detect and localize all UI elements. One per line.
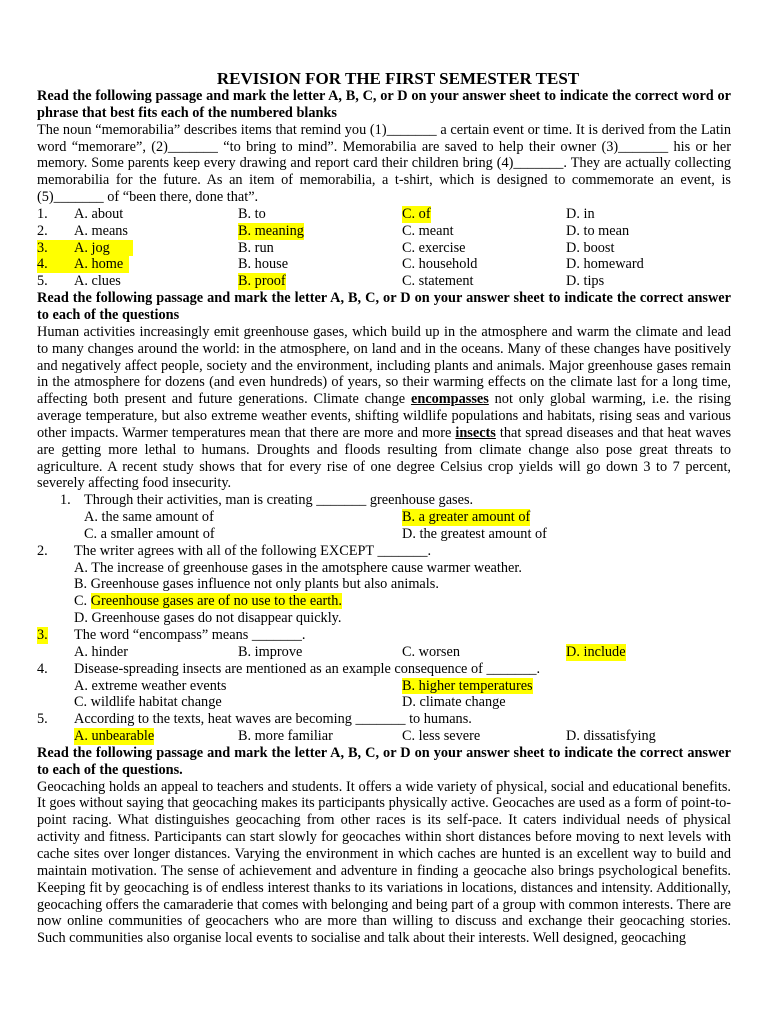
question-stem: 4. Disease-spreading insects are mentioned as an example consequence of _______. — [37, 660, 541, 677]
option-b: B. Greenhouse gases influence not only plants but also animals. — [74, 576, 439, 593]
option-c: C. a smaller amount of — [84, 525, 215, 542]
options-row — [37, 593, 731, 610]
option-b: B. improve — [238, 643, 303, 660]
question-number: 3. A. jog — [37, 240, 133, 257]
options-row — [37, 509, 731, 526]
question-stem: 2. The writer agrees with all of the following EXCEPT _______. — [37, 542, 432, 559]
option-c: C. wildlife habitat change — [74, 694, 222, 711]
option-c: C. exercise — [402, 239, 466, 256]
question-stem: 1. Through their activities, man is creating _______ greenhouse gases. — [60, 492, 474, 509]
question-row — [37, 206, 731, 223]
option-b: B. higher temperatures — [402, 677, 533, 694]
option-c: C. of — [402, 205, 431, 222]
question-number: 4. A. home — [37, 256, 129, 273]
option-c: C. worsen — [402, 643, 460, 660]
option-d: D. dissatisfying — [566, 728, 656, 745]
option-d: D. boost — [566, 239, 615, 256]
option-d: D. the greatest amount of — [402, 525, 547, 542]
page-title: REVISION FOR THE FIRST SEMESTER TEST — [216, 69, 580, 88]
section3-instruction: Read the following passage and mark the letter A, B, C, or D on your answer sheet to indicate the correct answer to each of the questions. — [37, 744, 731, 778]
option-c: C. meant — [402, 222, 454, 239]
option-b: B. a greater amount of — [402, 509, 531, 526]
option-d: D. Greenhouse gases do not disappear quickly. — [74, 610, 342, 627]
option-a: A. clues — [74, 273, 121, 290]
option-d: D. to mean — [566, 222, 630, 239]
option-d: D. climate change — [402, 694, 506, 711]
option-d: D. tips — [566, 273, 605, 290]
option-d: D. homeward — [566, 256, 644, 273]
question-row — [37, 256, 731, 273]
section2-instruction: Read the following passage and mark the letter A, B, C, or D on your answer sheet to indicate the correct answer to each of the questions — [37, 290, 731, 323]
option-a: A. The increase of greenhouse gases in the amotsphere cause warmer weather. — [74, 559, 522, 576]
options-row — [37, 644, 731, 661]
options-row — [37, 560, 731, 577]
section1-passage: The noun “memorabilia” describes items that remind you (1)_______ a certain event or time. It is derived from the Latin word “memorare”, (2)_______ “to bring to mind”. Memorabilia are saved to help their owner (3)_______ his or her memory. Some parents keep every drawing and report card their children bring (4)_______. They are actually collecting memorabilia for the future. As an item of memorabilia, a t-shirt, which is designed to commemorate an event, is (5)_______ of “been there, done that”. — [37, 121, 731, 206]
option-a: A. about — [74, 205, 124, 222]
option-b: B. run — [238, 239, 274, 256]
option-a: A. the same amount of — [84, 509, 214, 526]
option-c: C. Greenhouse gases are of no use to the earth. — [74, 593, 342, 610]
options-row — [37, 576, 731, 593]
document-page — [37, 69, 731, 947]
option-a: A. hinder — [74, 643, 128, 660]
options-row — [37, 678, 731, 695]
option-b: B. meaning — [238, 222, 304, 239]
section2-passage: Human activities increasingly emit greenhouse gases, which build up in the atmosphere and warm the climate and lead to many changes around the world: in the atmosphere, on land and in the oceans. Many of these changes have positively and negatively affect people, society and the environment, including plants and animals. Major greenhouse gases remain in the atmosphere for dozens (and even hundreds) of years, so their warming effects on the climate last for a long time, affecting both present and future generations. Climate change encompasses not only global warming, i.e. the rising average temperature, but also extreme weather events, shifting wildlife populations and habitats, rising seas and various other impacts. Warmer temperatures mean that there are more and more insects that spread diseases and that heat waves are getting more lethal to humans. Droughts and floods resulting from climate change also pose great threats to agriculture. A recent study shows that for every rise of one degree Celsius crop yields will go down 3 to 7 percent, severely affecting food insecurity. — [37, 323, 732, 492]
question-number: 5. — [37, 273, 48, 290]
options-row — [37, 526, 731, 543]
option-c: C. household — [402, 256, 478, 273]
keyword-insects: insects — [455, 424, 496, 441]
question-stem: 5. According to the texts, heat waves are becoming _______ to humans. — [37, 711, 472, 728]
option-b: B. proof — [238, 273, 286, 290]
section1-instruction: Read the following passage and mark the letter A, B, C, or D on your answer sheet to indicate the correct word or phrase that best fits each of the numbered blanks — [37, 88, 731, 121]
question-row — [37, 273, 731, 290]
option-c: C. statement — [402, 273, 474, 290]
section3-passage: Geocaching holds an appeal to teachers and students. It offers a wide variety of physical, social and educational benefits. It goes without saying that geocaching makes its participants physically active. Geocaches are used as a form of point-to-point racing. What distinguishes geocaching from other races is its self-pace. It caters individual needs of physical activity and fitness. Participants can start slowly for geocaches within short distances before moving to next levels with cache sites over longer distances. Varying the environment in which caches are hunted is an excellent way to build and maintain motivation. The sense of achievement and adventure in finding a geocache also brings psychological benefits. Keeping fit by geocaching is of endless interest thanks to its variations in locations, distances and intensity. Additionally, geocaching offers the camaraderie that comes with belonging and being part of a group with common interests. There are now online communities of geocachers who are more than willing to discuss and exchange their geocaching stories. Such communities also organise local events to socialise and talk about their interests. Well designed, geocaching — [37, 778, 731, 947]
option-d: D. in — [566, 205, 595, 222]
question-row — [37, 223, 731, 240]
option-a: A. unbearable — [74, 728, 155, 745]
options-row — [37, 610, 731, 627]
question-row — [37, 240, 731, 257]
option-b: B. more familiar — [238, 728, 333, 745]
options-row — [37, 694, 731, 711]
keyword-encompasses: encompasses — [410, 391, 489, 408]
option-b: B. house — [238, 256, 289, 273]
question-stem: 3. The word “encompass” means _______. — [37, 627, 306, 643]
option-a: A. extreme weather events — [74, 677, 227, 694]
option-a: A. means — [74, 222, 128, 239]
question-number: 1. — [37, 205, 48, 222]
options-row — [37, 728, 731, 745]
question-number: 2. — [37, 222, 48, 239]
option-b: B. to — [238, 205, 266, 222]
option-c: C. less severe — [402, 728, 481, 745]
option-d: D. include — [566, 643, 626, 660]
